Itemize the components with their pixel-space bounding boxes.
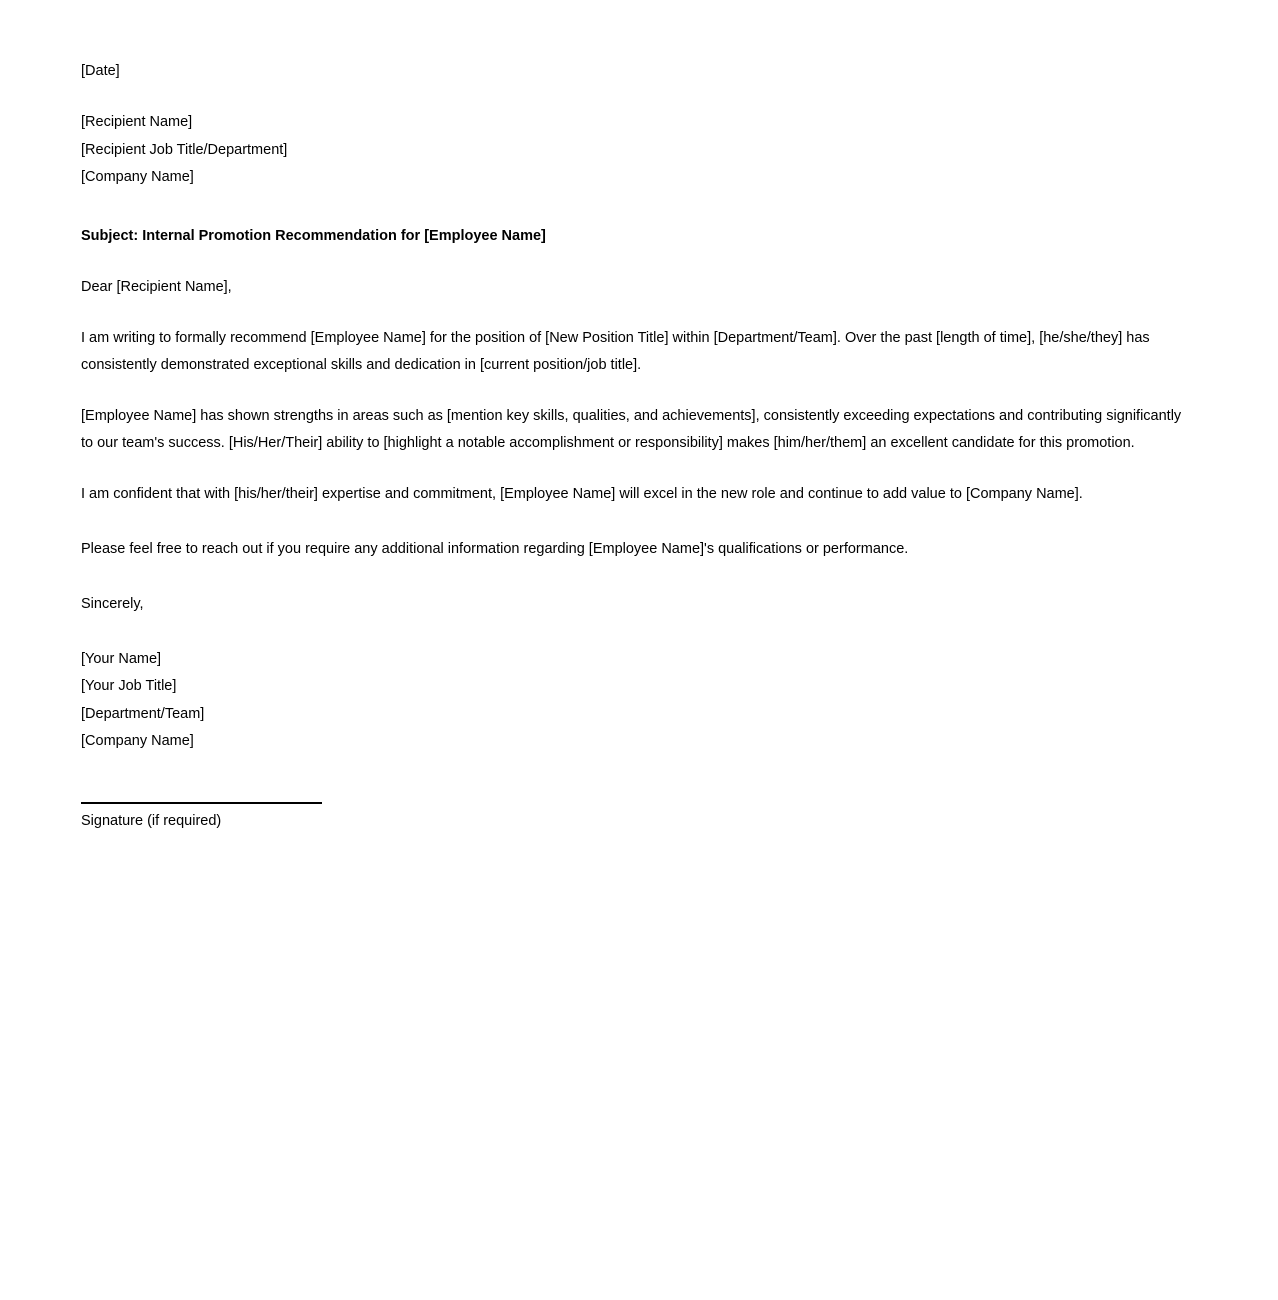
body-paragraph-4: Please feel free to reach out if you require any additional information regarding [Employee Name]'s qualifications or performance. — [81, 540, 909, 557]
spacer-after-date — [81, 85, 1191, 109]
sender-job-title: [Your Job Title] — [81, 678, 177, 694]
spacer-paragraph-2 — [81, 457, 1191, 481]
body-paragraph-3: I am confident that with [his/her/their] expertise and commitment, [Employee Name] will excel in the new role and continue to add value to [Company Name]. — [81, 485, 1083, 502]
body-paragraph-2: [Employee Name] has shown strengths in areas such as [mention key skills, qualities, and achievements], consistently exceeding expectations and contributing significantly to our team's success. [His/Her/Their] ability to [highlight a notable accomplishment or responsibility] makes [him/her/them] an excellent candidate for this promotion. — [81, 407, 1182, 451]
signature-rule — [81, 802, 322, 804]
sender-company: [Company Name] — [81, 733, 194, 749]
letter-body — [81, 58, 1191, 832]
signature-caption: Signature (if required) — [81, 812, 222, 829]
sender-department: [Department/Team] — [81, 705, 205, 722]
recipient-company: [Company Name] — [81, 169, 194, 185]
spacer-after-salutation — [81, 301, 1191, 325]
spacer-before-closing — [81, 563, 1191, 591]
sender-name: [Your Name] — [81, 650, 162, 667]
spacer-before-signature — [81, 756, 1191, 802]
body-paragraph-1: I am writing to formally recommend [Employee Name] for the position of [New Position Title] within [Department/Team]. Over the past [length of time], [he/she/they] has consistently demonstrated exceptional skills and dedication in [current position/job title]. — [81, 329, 1150, 373]
spacer-after-closing — [81, 618, 1191, 646]
sender-signature-block — [81, 646, 1191, 756]
spacer-before-subject — [81, 192, 1191, 223]
recipient-address-block — [81, 109, 1191, 192]
date-line: [Date] — [81, 63, 120, 79]
recipient-job-title: [Recipient Job Title/Department] — [81, 141, 288, 158]
subject-line: Subject: Internal Promotion Recommendation for [Employee Name] — [81, 227, 546, 244]
spacer-paragraph-3 — [81, 508, 1191, 536]
closing-salutation: Sincerely, — [81, 595, 144, 612]
spacer-after-subject — [81, 250, 1191, 274]
spacer-paragraph-1 — [81, 379, 1191, 403]
recipient-name: [Recipient Name] — [81, 114, 193, 130]
salutation: Dear [Recipient Name], — [81, 278, 232, 295]
